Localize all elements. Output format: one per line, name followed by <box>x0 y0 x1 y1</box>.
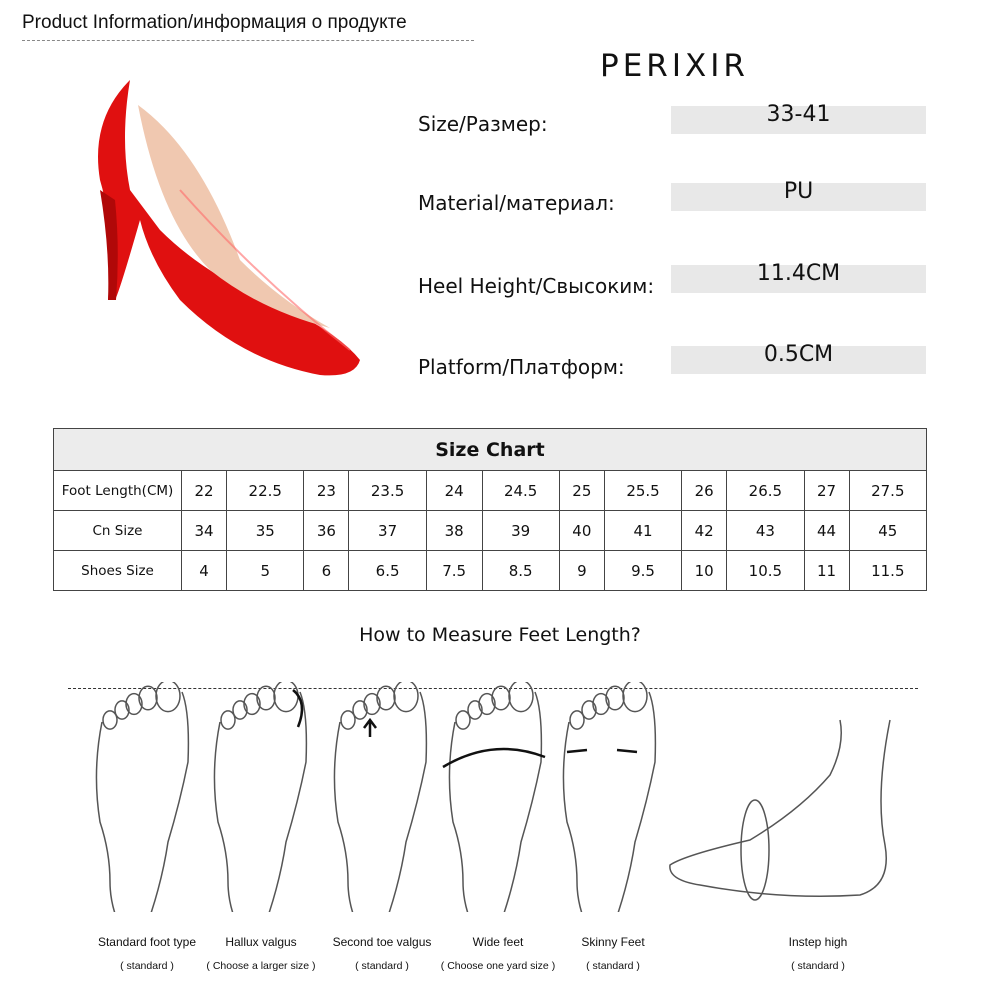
table-cell: 37 <box>349 511 426 551</box>
brand-name: PERIXIR <box>600 48 749 84</box>
foot-type-note: ( standard ) <box>791 960 845 972</box>
foot-type-label: Hallux valgus <box>225 935 297 949</box>
table-cell: 25.5 <box>604 471 681 511</box>
spec-label-material: Material/материал: <box>418 191 615 215</box>
table-cell: 6.5 <box>349 551 426 591</box>
table-cell: 42 <box>682 511 727 551</box>
spec-label-size: Size/Размер: <box>418 112 548 136</box>
table-cell: 4 <box>182 551 227 591</box>
foot-type-label: Second toe valgus <box>332 935 432 949</box>
table-cell: 38 <box>426 511 482 551</box>
table-cell: 25 <box>559 471 604 511</box>
table-cell: 22.5 <box>227 471 304 511</box>
table-cell: 23.5 <box>349 471 426 511</box>
table-cell: 7.5 <box>426 551 482 591</box>
table-cell: 24.5 <box>482 471 559 511</box>
size-chart-title: Size Chart <box>54 429 927 471</box>
table-cell: 27 <box>804 471 849 511</box>
spec-value-material: PU <box>671 183 926 211</box>
table-cell: 6 <box>304 551 349 591</box>
foot-type-label: Wide feet <box>472 935 524 949</box>
table-cell: 9.5 <box>604 551 681 591</box>
foot-type-note: ( standard ) <box>586 960 640 972</box>
table-cell: 5 <box>227 551 304 591</box>
table-cell: 9 <box>559 551 604 591</box>
table-cell: 35 <box>227 511 304 551</box>
row-header: Cn Size <box>54 511 182 551</box>
table-row <box>54 551 927 591</box>
header-title: Product Information/информация о продукте <box>22 12 407 33</box>
header-divider <box>22 40 474 41</box>
table-cell: 23 <box>304 471 349 511</box>
table-cell: 22 <box>182 471 227 511</box>
spec-label-heel-height: Heel Height/Свысоким: <box>418 274 655 298</box>
foot-illustration <box>80 682 200 912</box>
table-cell: 26 <box>682 471 727 511</box>
foot-type-label: Instep high <box>788 935 848 949</box>
table-cell: 43 <box>727 511 804 551</box>
instep-foot-illustration <box>660 715 900 915</box>
spec-value-heel-height: 11.4CM <box>671 265 926 293</box>
table-cell: 11.5 <box>849 551 926 591</box>
table-cell: 26.5 <box>727 471 804 511</box>
table-cell: 44 <box>804 511 849 551</box>
foot-illustration <box>198 682 318 912</box>
spec-value-size: 33-41 <box>671 106 926 134</box>
table-cell: 8.5 <box>482 551 559 591</box>
foot-type-note: ( standard ) <box>120 960 174 972</box>
table-cell: 39 <box>482 511 559 551</box>
table-cell: 34 <box>182 511 227 551</box>
table-cell: 10.5 <box>727 551 804 591</box>
table-cell: 41 <box>604 511 681 551</box>
foot-illustration <box>318 682 438 912</box>
spec-label-platform: Platform/Платформ: <box>418 355 625 379</box>
table-cell: 40 <box>559 511 604 551</box>
table-row <box>54 471 927 511</box>
table-row <box>54 511 927 551</box>
table-cell: 10 <box>682 551 727 591</box>
foot-illustration <box>433 682 553 912</box>
table-cell: 24 <box>426 471 482 511</box>
row-header: Shoes Size <box>54 551 182 591</box>
table-cell: 36 <box>304 511 349 551</box>
foot-type-note: ( Choose a larger size ) <box>206 960 316 972</box>
table-cell: 27.5 <box>849 471 926 511</box>
spec-value-platform: 0.5CM <box>671 346 926 374</box>
table-cell: 45 <box>849 511 926 551</box>
table-cell: 11 <box>804 551 849 591</box>
foot-type-label: Skinny Feet <box>581 935 645 949</box>
foot-type-note: ( Choose one yard size ) <box>440 960 556 972</box>
measure-title: How to Measure Feet Length? <box>359 624 641 646</box>
row-header: Foot Length(CM) <box>54 471 182 511</box>
foot-type-label: Standard foot type <box>97 935 197 949</box>
foot-type-note: ( standard ) <box>355 960 409 972</box>
size-chart-table <box>53 428 927 591</box>
red-pump-shoe-image <box>60 60 380 390</box>
foot-illustration <box>547 682 667 912</box>
